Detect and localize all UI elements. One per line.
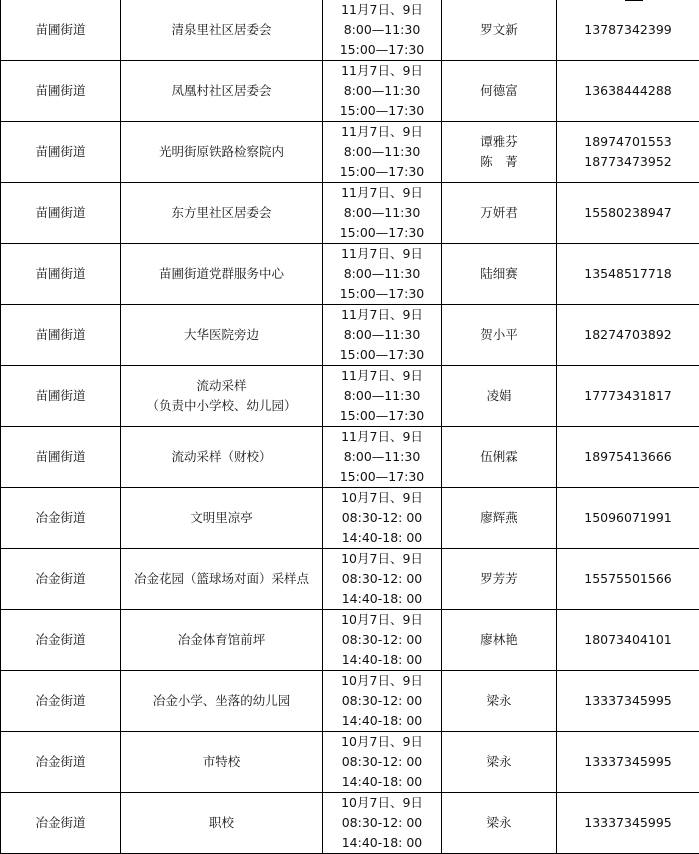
table-row: [1, 183, 699, 244]
street-cell: [1, 610, 121, 671]
time-cell-line: 8:00—11:30: [323, 386, 441, 406]
street-cell: [1, 305, 121, 366]
site-cell: [121, 0, 323, 61]
phone-cell: [557, 549, 699, 610]
time-cell-line: 8:00—11:30: [323, 447, 441, 467]
table-row: [1, 732, 699, 793]
table-row: [1, 0, 699, 61]
street-cell: [1, 244, 121, 305]
street-cell-text: 冶金街道: [35, 815, 85, 830]
phone-cell-line: 13337345995: [557, 691, 699, 711]
site-cell: [121, 183, 323, 244]
site-cell: [121, 244, 323, 305]
contact-person-cell-line: 罗芳芳: [442, 569, 556, 589]
site-cell-line: 凤凰村社区居委会: [121, 81, 322, 101]
street-cell: [1, 183, 121, 244]
table-row: [1, 793, 699, 854]
phone-cell: [557, 0, 699, 61]
time-cell-line: 10月7日、9日: [323, 549, 441, 569]
site-cell-line: （负责中小学校、幼儿园）: [121, 396, 322, 416]
table-row: [1, 610, 699, 671]
site-cell: [121, 366, 323, 427]
street-cell-text: 冶金街道: [35, 571, 85, 586]
time-cell-line: 11月7日、9日: [323, 244, 441, 264]
street-cell-text: 冶金街道: [35, 693, 85, 708]
phone-cell-line: 18274703892: [557, 325, 699, 345]
time-cell-line: 15:00—17:30: [323, 467, 441, 487]
time-cell: [323, 671, 442, 732]
time-cell-line: 08:30-12: 00: [323, 569, 441, 589]
site-cell-line: 冶金花园（篮球场对面）采样点: [121, 569, 322, 589]
time-cell-line: 08:30-12: 00: [323, 813, 441, 833]
phone-cell: [557, 610, 699, 671]
table-row: [1, 305, 699, 366]
site-cell: [121, 488, 323, 549]
table-body: [1, 0, 699, 854]
contact-person-cell: [442, 0, 557, 61]
site-cell: [121, 427, 323, 488]
street-cell-text: 苗圃街道: [35, 449, 85, 464]
contact-person-cell-line: 罗文新: [442, 20, 556, 40]
contact-person-cell: [442, 122, 557, 183]
street-cell-text: 冶金街道: [35, 632, 85, 647]
site-cell: [121, 549, 323, 610]
street-cell: [1, 549, 121, 610]
time-cell: [323, 244, 442, 305]
table-row: [1, 671, 699, 732]
time-cell-line: 15:00—17:30: [323, 223, 441, 243]
contact-person-cell-line: 贺小平: [442, 325, 556, 345]
phone-cell-line: 18073404101: [557, 630, 699, 650]
time-cell-line: 15:00—17:30: [323, 101, 441, 121]
site-cell-line: 大华医院旁边: [121, 325, 322, 345]
site-cell: [121, 610, 323, 671]
site-cell-line: 流动采样: [121, 376, 322, 396]
time-cell-line: 14:40-18: 00: [323, 650, 441, 670]
time-cell-line: 11月7日、9日: [323, 183, 441, 203]
phone-cell: [557, 488, 699, 549]
contact-person-cell: [442, 366, 557, 427]
time-cell: [323, 427, 442, 488]
time-cell-line: 11月7日、9日: [323, 61, 441, 81]
street-cell: [1, 366, 121, 427]
time-cell-line: 8:00—11:30: [323, 81, 441, 101]
table-row: [1, 244, 699, 305]
contact-person-cell-line: 廖辉燕: [442, 508, 556, 528]
time-cell-line: 14:40-18: 00: [323, 528, 441, 548]
time-cell: [323, 61, 442, 122]
phone-cell-line: 15580238947: [557, 203, 699, 223]
table-row: [1, 366, 699, 427]
time-cell: [323, 0, 442, 61]
table-row: [1, 488, 699, 549]
time-cell: [323, 488, 442, 549]
time-cell-line: 08:30-12: 00: [323, 630, 441, 650]
time-cell-line: 11月7日、9日: [323, 122, 441, 142]
time-cell-line: 08:30-12: 00: [323, 508, 441, 528]
street-cell: [1, 732, 121, 793]
time-cell: [323, 732, 442, 793]
contact-person-cell-line: 凌娟: [442, 386, 556, 406]
time-cell-line: 14:40-18: 00: [323, 589, 441, 609]
site-cell: [121, 122, 323, 183]
time-cell-line: 14:40-18: 00: [323, 711, 441, 731]
street-cell-text: 苗圃街道: [35, 144, 85, 159]
contact-person-cell: [442, 793, 557, 854]
time-cell-line: 15:00—17:30: [323, 345, 441, 365]
phone-cell: [557, 183, 699, 244]
site-cell-line: 职校: [121, 813, 322, 833]
site-cell-line: 冶金体育馆前坪: [121, 630, 322, 650]
street-cell: [1, 671, 121, 732]
time-cell-line: 8:00—11:30: [323, 203, 441, 223]
site-cell-line: 东方里社区居委会: [121, 203, 322, 223]
site-cell: [121, 61, 323, 122]
site-cell-line: 文明里凉亭: [121, 508, 322, 528]
time-cell-line: 11月7日、9日: [323, 427, 441, 447]
street-cell-text: 苗圃街道: [35, 388, 85, 403]
time-cell-line: 8:00—11:30: [323, 142, 441, 162]
street-cell: [1, 427, 121, 488]
time-cell-line: 10月7日、9日: [323, 793, 441, 813]
street-cell-text: 苗圃街道: [35, 22, 85, 37]
street-cell-text: 冶金街道: [35, 510, 85, 525]
time-cell-line: 11月7日、9日: [323, 305, 441, 325]
site-cell: [121, 793, 323, 854]
phone-cell-line: 15575501566: [557, 569, 699, 589]
contact-person-cell-line: 陆细赛: [442, 264, 556, 284]
time-cell-line: 10月7日、9日: [323, 732, 441, 752]
site-cell-line: 市特校: [121, 752, 322, 772]
time-cell: [323, 549, 442, 610]
time-cell-line: 8:00—11:30: [323, 20, 441, 40]
time-cell-line: 15:00—17:30: [323, 284, 441, 304]
time-cell-line: 08:30-12: 00: [323, 752, 441, 772]
site-cell-line: 苗圃街道党群服务中心: [121, 264, 322, 284]
table-row: [1, 549, 699, 610]
contact-person-cell: [442, 427, 557, 488]
street-cell-text: 苗圃街道: [35, 83, 85, 98]
phone-cell-line: 13787342399: [557, 20, 699, 40]
time-cell-line: 08:30-12: 00: [323, 691, 441, 711]
time-cell: [323, 122, 442, 183]
contact-person-cell-line: 伍俐霖: [442, 447, 556, 467]
street-cell: [1, 793, 121, 854]
time-cell: [323, 183, 442, 244]
time-cell-line: 8:00—11:30: [323, 264, 441, 284]
site-cell: [121, 305, 323, 366]
phone-cell: [557, 366, 699, 427]
contact-person-cell: [442, 61, 557, 122]
contact-person-cell-line: 廖林艳: [442, 630, 556, 650]
phone-cell-line: 17773431817: [557, 386, 699, 406]
phone-cell: [557, 122, 699, 183]
street-cell: [1, 0, 121, 61]
time-cell: [323, 366, 442, 427]
contact-person-cell-line: 万妍君: [442, 203, 556, 223]
phone-cell-line: 13337345995: [557, 752, 699, 772]
site-cell-line: 清泉里社区居委会: [121, 20, 322, 40]
street-cell-text: 苗圃街道: [35, 266, 85, 281]
time-cell: [323, 305, 442, 366]
phone-cell: [557, 671, 699, 732]
time-cell-line: 15:00—17:30: [323, 40, 441, 60]
phone-cell-line: 13337345995: [557, 813, 699, 833]
phone-cell-line: 18974701553: [557, 132, 699, 152]
time-cell: [323, 793, 442, 854]
contact-person-cell: [442, 732, 557, 793]
time-cell-line: 11月7日、9日: [323, 0, 441, 20]
contact-person-cell: [442, 488, 557, 549]
phone-cell: [557, 305, 699, 366]
contact-person-cell: [442, 671, 557, 732]
contact-person-cell: [442, 183, 557, 244]
time-cell-line: 8:00—11:30: [323, 325, 441, 345]
time-cell-line: 14:40-18: 00: [323, 772, 441, 792]
phone-cell: [557, 793, 699, 854]
phone-cell: [557, 427, 699, 488]
contact-person-cell-line: 陈 菁: [442, 152, 556, 172]
street-cell: [1, 61, 121, 122]
site-cell-line: 流动采样（财校）: [121, 447, 322, 467]
time-cell-line: 10月7日、9日: [323, 671, 441, 691]
table-row: [1, 122, 699, 183]
time-cell-line: 10月7日、9日: [323, 610, 441, 630]
phone-cell-line: 15096071991: [557, 508, 699, 528]
time-cell-line: 15:00—17:30: [323, 406, 441, 426]
contact-person-cell: [442, 244, 557, 305]
contact-person-cell: [442, 549, 557, 610]
phone-cell-line: 18773473952: [557, 152, 699, 172]
phone-cell: [557, 732, 699, 793]
site-cell-line: 冶金小学、坐落的幼儿园: [121, 691, 322, 711]
time-cell: [323, 610, 442, 671]
time-cell-line: 14:40-18: 00: [323, 833, 441, 853]
site-cell-line: 光明街原铁路检察院内: [121, 142, 322, 162]
time-cell-line: 10月7日、9日: [323, 488, 441, 508]
street-cell: [1, 488, 121, 549]
street-cell-text: 苗圃街道: [35, 205, 85, 220]
time-cell-line: 11月7日、9日: [323, 366, 441, 386]
street-cell: [1, 122, 121, 183]
phone-cell-line: 13638444288: [557, 81, 699, 101]
table-row: [1, 61, 699, 122]
contact-person-cell-line: 梁永: [442, 691, 556, 711]
street-cell-text: 冶金街道: [35, 754, 85, 769]
site-cell: [121, 732, 323, 793]
table-row: [1, 427, 699, 488]
contact-person-cell-line: 梁永: [442, 813, 556, 833]
contact-person-cell: [442, 610, 557, 671]
phone-cell: [557, 61, 699, 122]
contact-person-cell: [442, 305, 557, 366]
contact-person-cell-line: 梁永: [442, 752, 556, 772]
time-cell-line: 15:00—17:30: [323, 162, 441, 182]
phone-cell-line: 18975413666: [557, 447, 699, 467]
contact-person-cell-line: 谭雅芬: [442, 132, 556, 152]
phone-cell-line: 13548517718: [557, 264, 699, 284]
site-cell: [121, 671, 323, 732]
street-cell-text: 苗圃街道: [35, 327, 85, 342]
phone-cell: [557, 244, 699, 305]
contact-person-cell-line: 何德富: [442, 81, 556, 101]
